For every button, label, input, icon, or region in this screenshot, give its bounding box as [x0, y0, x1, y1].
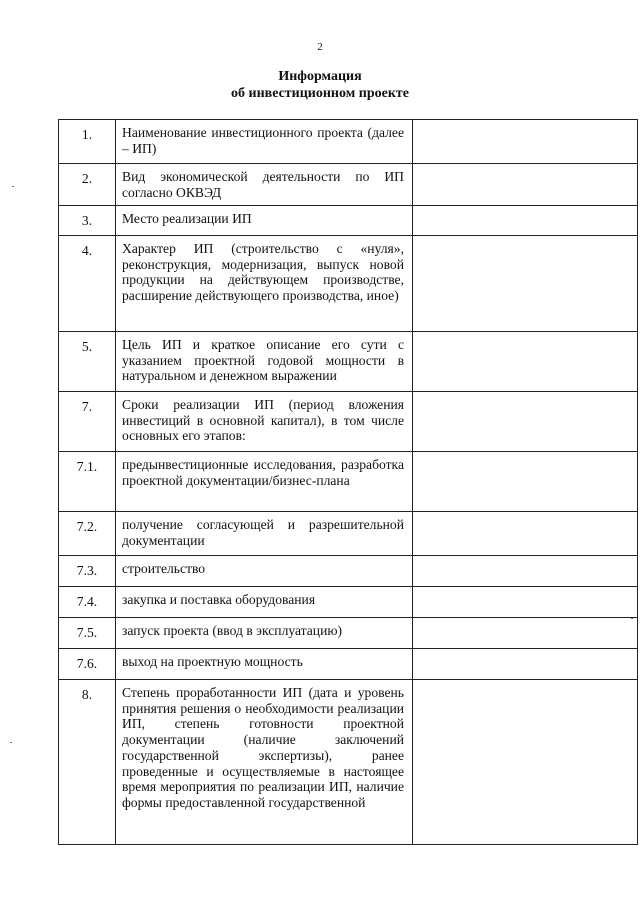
row-value-cell	[413, 618, 638, 649]
row-value-cell	[413, 332, 638, 392]
row-description: Сроки реализации ИП (период вложения инвестиций в основной капитал), в том числе основных его этапов:	[116, 392, 413, 452]
table-row	[59, 452, 638, 512]
table-row	[59, 392, 638, 452]
row-number: 7.2.	[59, 512, 116, 556]
row-description: получение согласующей и разрешительной документации	[116, 512, 413, 556]
row-number: 1.	[59, 120, 116, 164]
row-description: закупка и поставка оборудования	[116, 587, 413, 618]
table-row	[59, 649, 638, 680]
row-number: 7.6.	[59, 649, 116, 680]
table-row	[59, 680, 638, 845]
title-line-2: об инвестиционном проекте	[231, 86, 409, 101]
row-description: Степень проработанности ИП (дата и уровень принятия решения о необходимости реализации ИП, степень готовности проектной документации (наличие заключений государственной экспертизы), ранее проведенные и осуществляемые в настоящее время мероприятия по реализации ИП, наличие формы предоставленной государственной	[116, 680, 413, 845]
row-value-cell	[413, 587, 638, 618]
row-number: 7.1.	[59, 452, 116, 512]
row-description: предынвестиционные исследования, разработка проектной документации/бизнес-плана	[116, 452, 413, 512]
row-description: Характер ИП (строительство с «нуля», реконструкция, модернизация, выпуск новой продукции на действующем производстве, расширение действующего производства, иное)	[116, 236, 413, 332]
table-row	[59, 556, 638, 587]
row-number: 7.	[59, 392, 116, 452]
row-value-cell	[413, 206, 638, 236]
row-number: 2.	[59, 164, 116, 206]
row-number: 3.	[59, 206, 116, 236]
row-value-cell	[413, 236, 638, 332]
row-description: запуск проекта (ввод в эксплуатацию)	[116, 618, 413, 649]
row-number: 5.	[59, 332, 116, 392]
row-value-cell	[413, 452, 638, 512]
row-number: 7.5.	[59, 618, 116, 649]
row-number: 8.	[59, 680, 116, 845]
table-row	[59, 164, 638, 206]
table-row	[59, 587, 638, 618]
row-description: Цель ИП и краткое описание его сути с указанием проектной годовой мощности в натуральном и денежном выражении	[116, 332, 413, 392]
scan-speck	[12, 186, 14, 187]
row-number: 4.	[59, 236, 116, 332]
row-description: строительство	[116, 556, 413, 587]
scan-speck	[631, 618, 633, 619]
investment-project-table	[58, 119, 638, 845]
table-row	[59, 512, 638, 556]
row-value-cell	[413, 164, 638, 206]
row-description: Место реализации ИП	[116, 206, 413, 236]
row-description: выход на проектную мощность	[116, 649, 413, 680]
row-number: 7.4.	[59, 587, 116, 618]
table-row	[59, 618, 638, 649]
row-value-cell	[413, 392, 638, 452]
page-number: 2	[317, 41, 323, 53]
table-row	[59, 120, 638, 164]
row-value-cell	[413, 680, 638, 845]
table-row	[59, 206, 638, 236]
row-value-cell	[413, 556, 638, 587]
scan-speck	[10, 742, 12, 743]
row-value-cell	[413, 120, 638, 164]
row-number: 7.3.	[59, 556, 116, 587]
row-description: Наименование инвестиционного проекта (далее – ИП)	[116, 120, 413, 164]
document-title	[0, 68, 640, 102]
row-value-cell	[413, 512, 638, 556]
row-description: Вид экономической деятельности по ИП согласно ОКВЭД	[116, 164, 413, 206]
title-line-1: Информация	[278, 69, 362, 84]
table-row	[59, 236, 638, 332]
table-row	[59, 332, 638, 392]
row-value-cell	[413, 649, 638, 680]
